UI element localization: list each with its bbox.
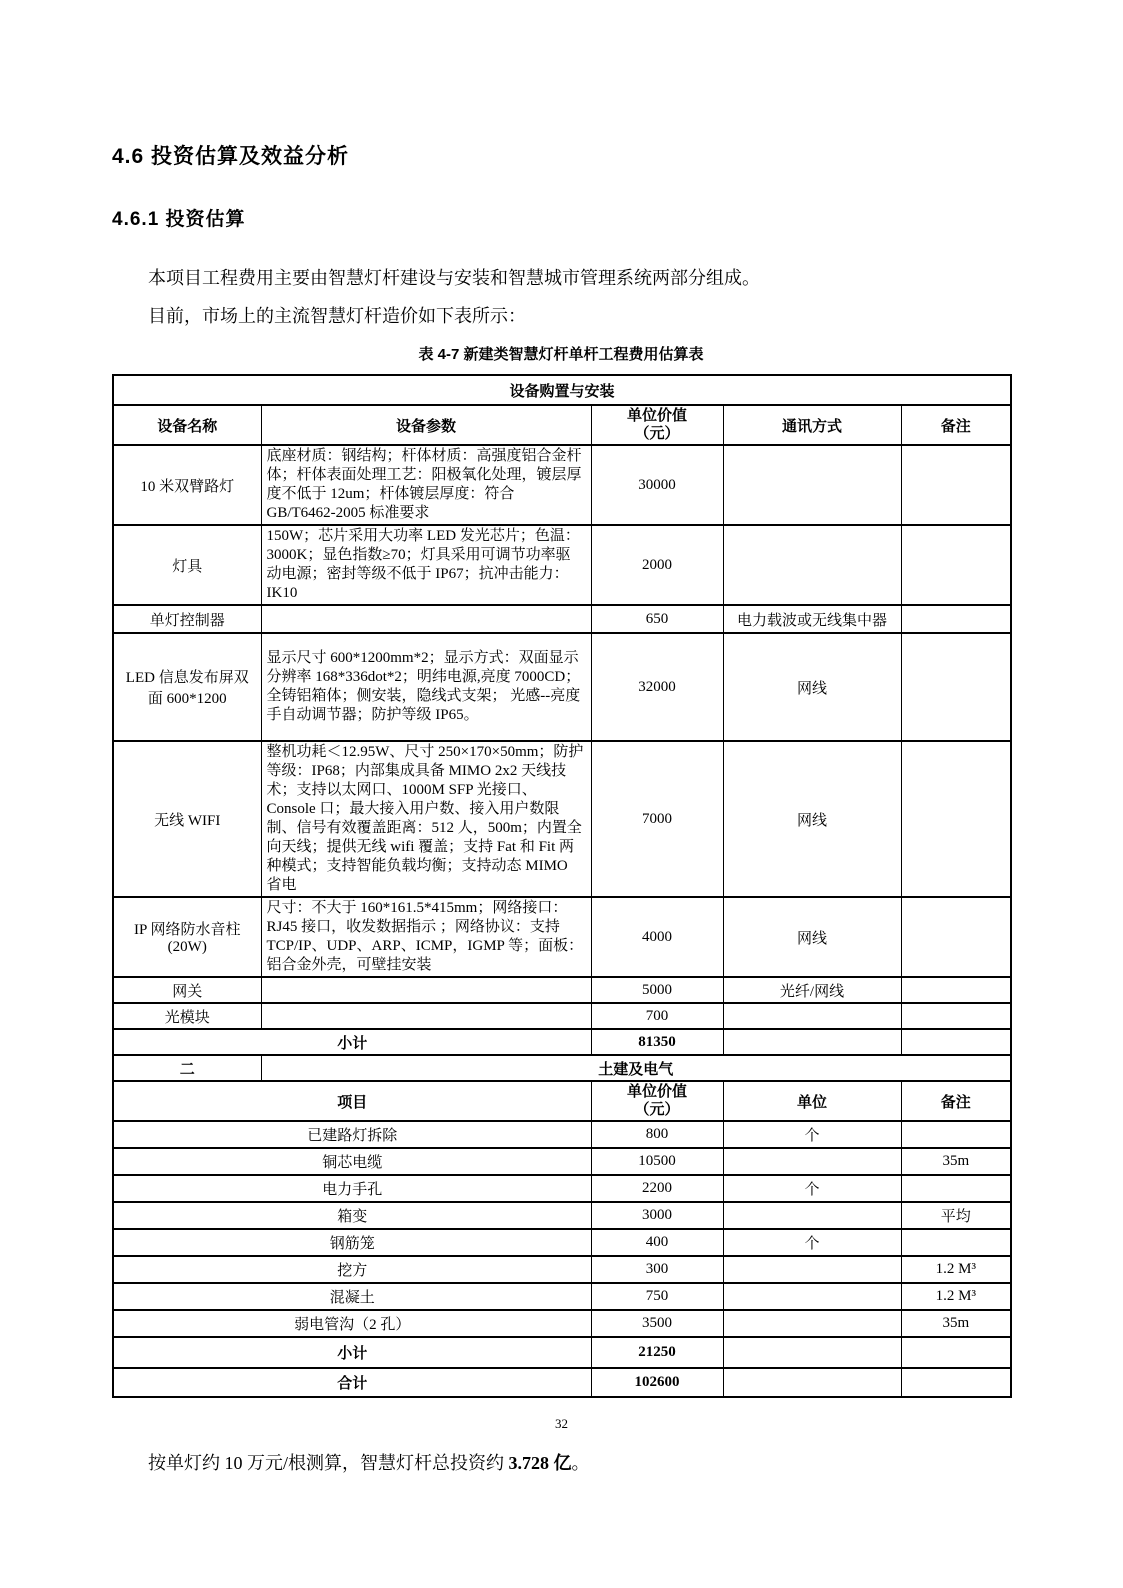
unit-price-cell: 3500	[591, 1310, 723, 1337]
unit-price-cell: 400	[591, 1229, 723, 1256]
table-row	[113, 1202, 1011, 1229]
note-cell	[901, 633, 1011, 741]
note-cell	[901, 1229, 1011, 1256]
subtotal-label-cell: 小计	[113, 1337, 591, 1368]
note-cell	[901, 1121, 1011, 1148]
unit-price-cell: 7000	[591, 741, 723, 897]
item-name-cell: 已建路灯拆除	[113, 1121, 591, 1148]
note-cell: 35m	[901, 1148, 1011, 1175]
unit-price-cell: 30000	[591, 445, 723, 525]
col-header-unit-price2	[591, 1081, 723, 1121]
empty-cell	[901, 1337, 1011, 1368]
device-name-cell: 网关	[113, 977, 261, 1003]
total-label-cell: 合计	[113, 1368, 591, 1397]
comm-type-cell	[723, 445, 901, 525]
item-name-cell: 挖方	[113, 1256, 591, 1283]
unit-price-cell: 700	[591, 1003, 723, 1029]
section1-title-cell: 设备购置与安装	[113, 375, 1011, 405]
empty-cell	[901, 1029, 1011, 1055]
table-row	[113, 741, 1011, 897]
comm-type-cell: 网线	[723, 633, 901, 741]
device-name-cell: 光模块	[113, 1003, 261, 1029]
note-cell: 平均	[901, 1202, 1011, 1229]
device-params-cell	[261, 1003, 591, 1029]
unit-price-cell: 32000	[591, 633, 723, 741]
page-number: 32	[555, 1416, 568, 1431]
unit-cell: 个	[723, 1229, 901, 1256]
subtotal-row-civil	[113, 1337, 1011, 1368]
section2-divider-row	[113, 1055, 1011, 1081]
table-row	[113, 445, 1011, 525]
note-cell	[901, 525, 1011, 605]
item-name-cell: 钢筋笼	[113, 1229, 591, 1256]
device-name-cell: 灯具	[113, 525, 261, 605]
table-row	[113, 605, 1011, 633]
col-header-unit-price2-line2: （元）	[634, 1102, 680, 1118]
table-row	[113, 897, 1011, 977]
table-row	[113, 1175, 1011, 1202]
unit-price-cell: 800	[591, 1121, 723, 1148]
empty-cell	[723, 1029, 901, 1055]
comm-type-cell	[723, 1003, 901, 1029]
device-params-cell: 150W；芯片采用大功率 LED 发光芯片；色温：3000K；显色指数≥70；灯具采用可调节功率驱动电源；密封等级不低于 IP67；抗冲击能力：IK10	[261, 525, 591, 605]
unit-cell	[723, 1310, 901, 1337]
section2-header-row	[113, 1081, 1011, 1121]
subtotal-value-cell: 21250	[591, 1337, 723, 1368]
device-name-cell: LED 信息发布屏双面 600*1200	[113, 633, 261, 741]
unit-price-cell: 2200	[591, 1175, 723, 1202]
unit-cell: 个	[723, 1175, 901, 1202]
device-params-cell	[261, 605, 591, 633]
device-name-cell: 无线 WIFI	[113, 741, 261, 897]
grand-total-row	[113, 1368, 1011, 1397]
unit-price-cell: 2000	[591, 525, 723, 605]
note-cell	[901, 897, 1011, 977]
total-value-cell: 102600	[591, 1368, 723, 1397]
col-header-comm-type: 通讯方式	[723, 405, 901, 445]
unit-cell	[723, 1148, 901, 1175]
intro-paragraph: 本项目工程费用主要由智慧灯杆建设与安装和智慧城市管理系统两部分组成。	[148, 268, 760, 288]
note-cell: 1.2 M³	[901, 1256, 1011, 1283]
empty-cell	[901, 1368, 1011, 1397]
table-caption: 表 4-7 新建类智慧灯杆单杆工程费用估算表	[418, 346, 704, 363]
device-name-cell: 10 米双臂路灯	[113, 445, 261, 525]
note-cell	[901, 445, 1011, 525]
col-header-device-name: 设备名称	[113, 405, 261, 445]
table-row	[113, 1148, 1011, 1175]
subtotal-value-cell: 81350	[591, 1029, 723, 1055]
table-row	[113, 633, 1011, 741]
device-params-cell: 底座材质：钢结构；杆体材质：高强度铝合金杆体；杆体表面处理工艺：阳极氧化处理，镀层厚度不低于 12um；杆体镀层厚度：符合 GB/T6462-2005 标准要求	[261, 445, 591, 525]
table-row	[113, 525, 1011, 605]
section1-header-row	[113, 405, 1011, 445]
col-header-note: 备注	[901, 405, 1011, 445]
note-cell: 35m	[901, 1310, 1011, 1337]
col-header-unit: 单位	[723, 1081, 901, 1121]
device-params-cell: 整机功耗＜12.95W、尺寸 250×170×50mm；防护等级：IP68；内部集成具备 MIMO 2x2 天线技术；支持以太网口、1000M SFP 光接口、Console 口；最大接入用户数、接入用户数限制、信号有效覆盖距离：512 人，500m；内置全向天线；提供无线 wifi 覆盖；支持 Fat 和 Fit 两种模式；支持智能负载均衡；支持动态 MIMO 省电	[261, 741, 591, 897]
unit-price-cell: 300	[591, 1256, 723, 1283]
closing-paragraph	[112, 1450, 1010, 1476]
note-cell	[901, 605, 1011, 633]
comm-type-cell	[723, 525, 901, 605]
note-cell	[901, 741, 1011, 897]
note-cell: 1.2 M³	[901, 1283, 1011, 1310]
item-name-cell: 弱电管沟（2 孔）	[113, 1310, 591, 1337]
table-row	[113, 977, 1011, 1003]
note-cell	[901, 1175, 1011, 1202]
item-name-cell: 电力手孔	[113, 1175, 591, 1202]
comm-type-cell: 电力载波或无线集中器	[723, 605, 901, 633]
device-name-cell: IP 网络防水音柱 (20W)	[113, 897, 261, 977]
item-name-cell: 铜芯电缆	[113, 1148, 591, 1175]
unit-price-cell: 10500	[591, 1148, 723, 1175]
item-name-cell: 混凝土	[113, 1283, 591, 1310]
device-name-cell: 单灯控制器	[113, 605, 261, 633]
col-header-unit-price	[591, 405, 723, 445]
col-header-item: 项目	[113, 1081, 591, 1121]
closing-text-suffix: 。	[571, 1453, 590, 1473]
unit-cell	[723, 1202, 901, 1229]
unit-price-cell: 3000	[591, 1202, 723, 1229]
col-header-note2: 备注	[901, 1081, 1011, 1121]
closing-text-prefix: 按单灯约 10 万元/根测算，智慧灯杆总投资约	[148, 1453, 509, 1473]
unit-price-cell: 750	[591, 1283, 723, 1310]
table-row	[113, 1121, 1011, 1148]
lead-in-paragraph: 目前，市场上的主流智慧灯杆造价如下表所示：	[148, 306, 526, 326]
unit-cell: 个	[723, 1121, 901, 1148]
unit-cell	[723, 1283, 901, 1310]
empty-cell	[723, 1368, 901, 1397]
item-name-cell: 箱变	[113, 1202, 591, 1229]
table-row	[113, 1229, 1011, 1256]
table-row	[113, 1283, 1011, 1310]
col-header-unit-price-line1: 单位价值	[626, 408, 687, 424]
comm-type-cell: 网线	[723, 897, 901, 977]
device-params-cell: 显示尺寸 600*1200mm*2；显示方式：双面显示分辨率 168*336dot*2；明纬电源,亮度 7000CD；全铸铝箱体；侧安装，隐线式支架； 光感--亮度手自动调节器；防护等级 IP65。	[261, 633, 591, 741]
comm-type-cell: 光纤/网线	[723, 977, 901, 1003]
col-header-unit-price-line2: （元）	[634, 426, 680, 442]
subsection-heading: 4.6.1 投资估算	[112, 209, 246, 230]
unit-price-cell: 650	[591, 605, 723, 633]
unit-price-cell: 5000	[591, 977, 723, 1003]
section-heading: 4.6 投资估算及效益分析	[112, 145, 350, 168]
device-params-cell: 尺寸：不大于 160*161.5*415mm；网络接口：RJ45 接口，收发数据指示 ；网络协议：支持 TCP/IP、UDP、ARP、ICMP，IGMP 等；面板：铝合金外壳，可壁挂安装	[261, 897, 591, 977]
closing-text-bold: 3.728 亿	[508, 1453, 572, 1473]
table-row	[113, 1003, 1011, 1029]
note-cell	[901, 1003, 1011, 1029]
col-header-device-params: 设备参数	[261, 405, 591, 445]
note-cell	[901, 977, 1011, 1003]
table-row	[113, 1256, 1011, 1283]
subtotal-label-cell: 小计	[113, 1029, 591, 1055]
subtotal-row-equipment	[113, 1029, 1011, 1055]
empty-cell	[723, 1337, 901, 1368]
device-params-cell	[261, 977, 591, 1003]
section2-index-cell: 二	[113, 1055, 261, 1081]
section2-title-cell: 土建及电气	[261, 1055, 1011, 1081]
unit-price-cell: 4000	[591, 897, 723, 977]
col-header-unit-price2-line1: 单位价值	[626, 1084, 687, 1100]
comm-type-cell: 网线	[723, 741, 901, 897]
cost-estimate-table	[112, 374, 1012, 1398]
section1-title-row	[113, 375, 1011, 405]
unit-cell	[723, 1256, 901, 1283]
table-row	[113, 1310, 1011, 1337]
